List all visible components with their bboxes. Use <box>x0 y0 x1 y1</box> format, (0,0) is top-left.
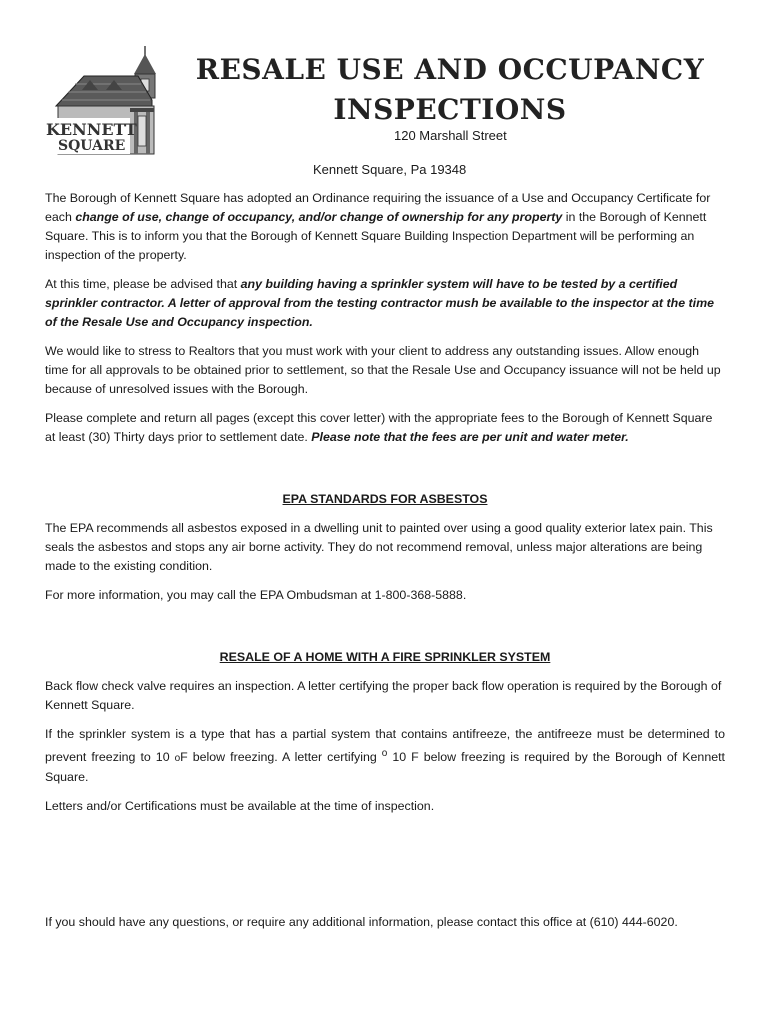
intro-paragraph-2 <box>45 275 725 332</box>
intro-paragraph-4 <box>45 409 725 447</box>
sprinkler-heading: RESALE OF A HOME WITH A FIRE SPRINKLER SYSTEM <box>219 650 551 664</box>
address-city: Kennett Square, Pa 19348 <box>313 162 467 177</box>
degree-symbol-1: o <box>174 753 181 765</box>
intro-p1-text-a: The Borough of Kennett Square has adopted an Ordinance requiring the issuance of a Use and Occupancy Certificate for each <box>45 191 711 224</box>
page-title <box>190 50 710 130</box>
title-line-1: RESALE USE AND OCCUPANCY <box>195 53 705 86</box>
sprinkler-p2-text-c: 10 F below freezing is required by the Borough of Kennett Square. <box>45 750 725 785</box>
sprinkler-p2-text-a: If the sprinkler system is a type that has a partial system that contains antifreeze, the antifreeze must be determined to prevent freezing to 10 <box>45 727 725 765</box>
logo-text-kennett: KENNETT <box>46 120 137 139</box>
title-line-2: INSPECTIONS <box>333 93 567 126</box>
contact-paragraph: If you should have any questions, or require any additional information, please contact this office at (610) 444-6020. <box>45 915 678 930</box>
asbestos-paragraph-1: The EPA recommends all asbestos exposed in a dwelling unit to painted over using a good quality exterior latex pain. This seals the asbestos and stops any air borne activity. They do not recommend removal, unless major alterations are being made to the existing condition. <box>45 521 713 573</box>
intro-paragraph-3: We would like to stress to Realtors that you must work with your client to address any outstanding issues. Allow enough time for all approvals to be obtained prior to settlement, so that the Resale Use and Occupancy issuance will not be held up because of unresolved issues with the Borough. <box>45 344 721 396</box>
degree-symbol-2: o <box>381 748 388 759</box>
intro-p1-text-c: in the Borough of Kennett Square. This is to inform you that the Borough of Kennett Square Building Inspection Department will be performing an inspection of the property. <box>45 210 707 262</box>
sprinkler-p2-text-b: F below freezing. A letter certifying <box>180 750 382 765</box>
intro-p2-text-a: At this time, please be advised that <box>45 277 241 291</box>
intro-p2-emphasis: any building having a sprinkler system will have to be tested by a certified sprinkler contractor. A letter of approval from the testing contractor mush be available to the inspector at the time of the Resale Use and Occupancy inspection. <box>45 277 715 329</box>
letter-body <box>45 189 725 942</box>
intro-p4-text-a: Please complete and return all pages (except this cover letter) with the appropriate fees to the Borough of Kennett Square at least (30) Thirty days prior to settlement date. <box>45 411 713 444</box>
logo-text-square: SQUARE <box>58 138 126 154</box>
sprinkler-paragraph-2 <box>45 725 725 787</box>
asbestos-paragraph-2: For more information, you may call the EPA Ombudsman at 1-800-368-5888. <box>45 588 467 602</box>
intro-p1-emphasis: change of use, change of occupancy, and/or change of ownership for any property <box>75 210 563 224</box>
building-logo-icon <box>42 44 172 156</box>
sprinkler-paragraph-3: Letters and/or Certifications must be available at the time of inspection. <box>45 799 435 814</box>
kennett-square-logo <box>42 44 172 156</box>
asbestos-heading: EPA STANDARDS FOR ASBESTOS <box>282 492 488 506</box>
intro-paragraph-1 <box>45 189 725 265</box>
intro-p4-emphasis: Please note that the fees are per unit and water meter. <box>311 430 629 444</box>
address-street: 120 Marshall Street <box>394 128 507 143</box>
sprinkler-paragraph-1: Back flow check valve requires an inspection. A letter certifying the proper back flow operation is required by the Borough of Kennett Square. <box>45 679 722 712</box>
